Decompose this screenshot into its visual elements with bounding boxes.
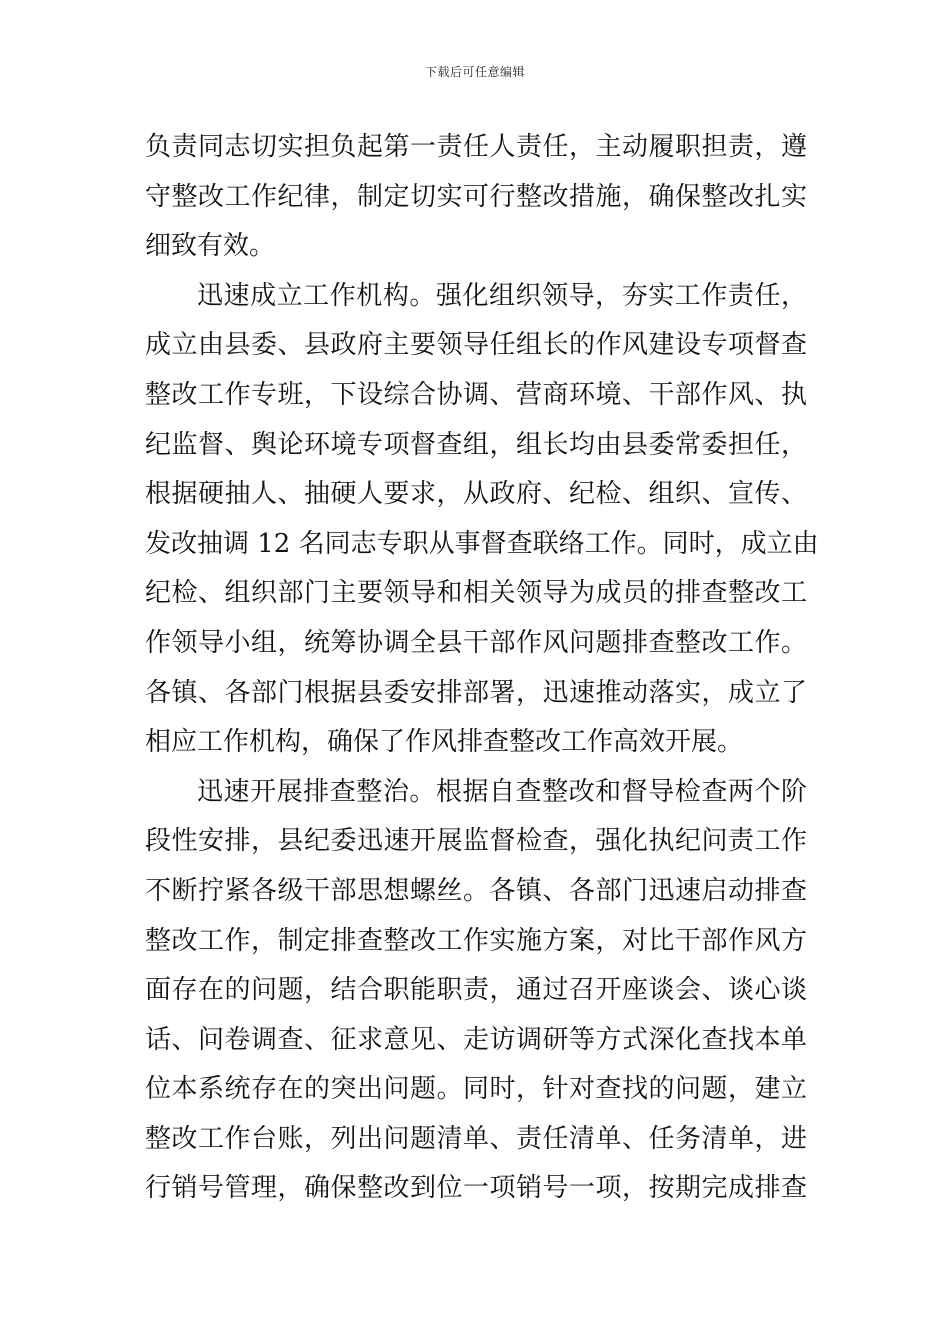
text-line: 守整改工作纪律，制定切实可行整改措施，确保整改扎实 bbox=[145, 181, 807, 212]
text-line: 整改工作台账，列出问题清单、责任清单、任务清单，进 bbox=[145, 1123, 807, 1154]
text-line: 迅速开展排查整治。根据自查整改和督导检查两个阶 bbox=[197, 776, 807, 807]
text-line: 整改工作，制定排查整改工作实施方案，对比干部作风方 bbox=[145, 925, 807, 956]
text-line: 成立由县委、县政府主要领导任组长的作风建设专项督查 bbox=[145, 330, 807, 361]
text-line: 根据硬抽人、抽硬人要求，从政府、纪检、组织、宣传、 bbox=[145, 479, 807, 510]
text-line: 作领导小组，统筹协调全县干部作风问题排查整改工作。 bbox=[145, 627, 807, 658]
text-line: 细致有效。 bbox=[145, 231, 276, 262]
paragraph-3 bbox=[145, 768, 807, 1214]
text-line: 话、问卷调查、征求意见、走访调研等方式深化查找本单 bbox=[145, 1024, 807, 1055]
text-line: 纪监督、舆论环境专项督查组，组长均由县委常委担任， bbox=[145, 429, 807, 460]
page-header: 下载后可任意编辑 bbox=[424, 65, 525, 79]
text-line: 相应工作机构，确保了作风排查整改工作高效开展。 bbox=[145, 727, 744, 758]
text-line: 位本系统存在的突出问题。同时，针对查找的问题，建立 bbox=[145, 1074, 807, 1105]
text-line: 行销号管理，确保整改到位一项销号一项，按期完成排查 bbox=[145, 1173, 807, 1204]
paragraph-1 bbox=[145, 123, 807, 272]
paragraph-2 bbox=[145, 272, 819, 768]
document-body bbox=[145, 123, 819, 1214]
text-line: 迅速成立工作机构。强化组织领导，夯实工作责任， bbox=[197, 280, 807, 311]
text-line: 负责同志切实担负起第一责任人责任，主动履职担责，遵 bbox=[145, 132, 807, 162]
text-line: 纪检、组织部门主要领导和相关领导为成员的排查整改工 bbox=[145, 578, 807, 609]
text-line: 段性安排，县纪委迅速开展监督检查，强化执纪问责工作 bbox=[145, 826, 807, 857]
text-line: 各镇、各部门根据县委安排部署，迅速推动落实，成立了 bbox=[145, 677, 807, 708]
text-line: 面存在的问题，结合职能职责，通过召开座谈会、谈心谈 bbox=[145, 975, 807, 1006]
text-line: 发改抽调 12 名同志专职从事督查联络工作。同时，成立由 bbox=[145, 528, 819, 559]
text-line: 整改工作专班，下设综合协调、营商环境、干部作风、执 bbox=[145, 379, 807, 410]
text-line: 不断拧紧各级干部思想螺丝。各镇、各部门迅速启动排查 bbox=[145, 875, 807, 906]
